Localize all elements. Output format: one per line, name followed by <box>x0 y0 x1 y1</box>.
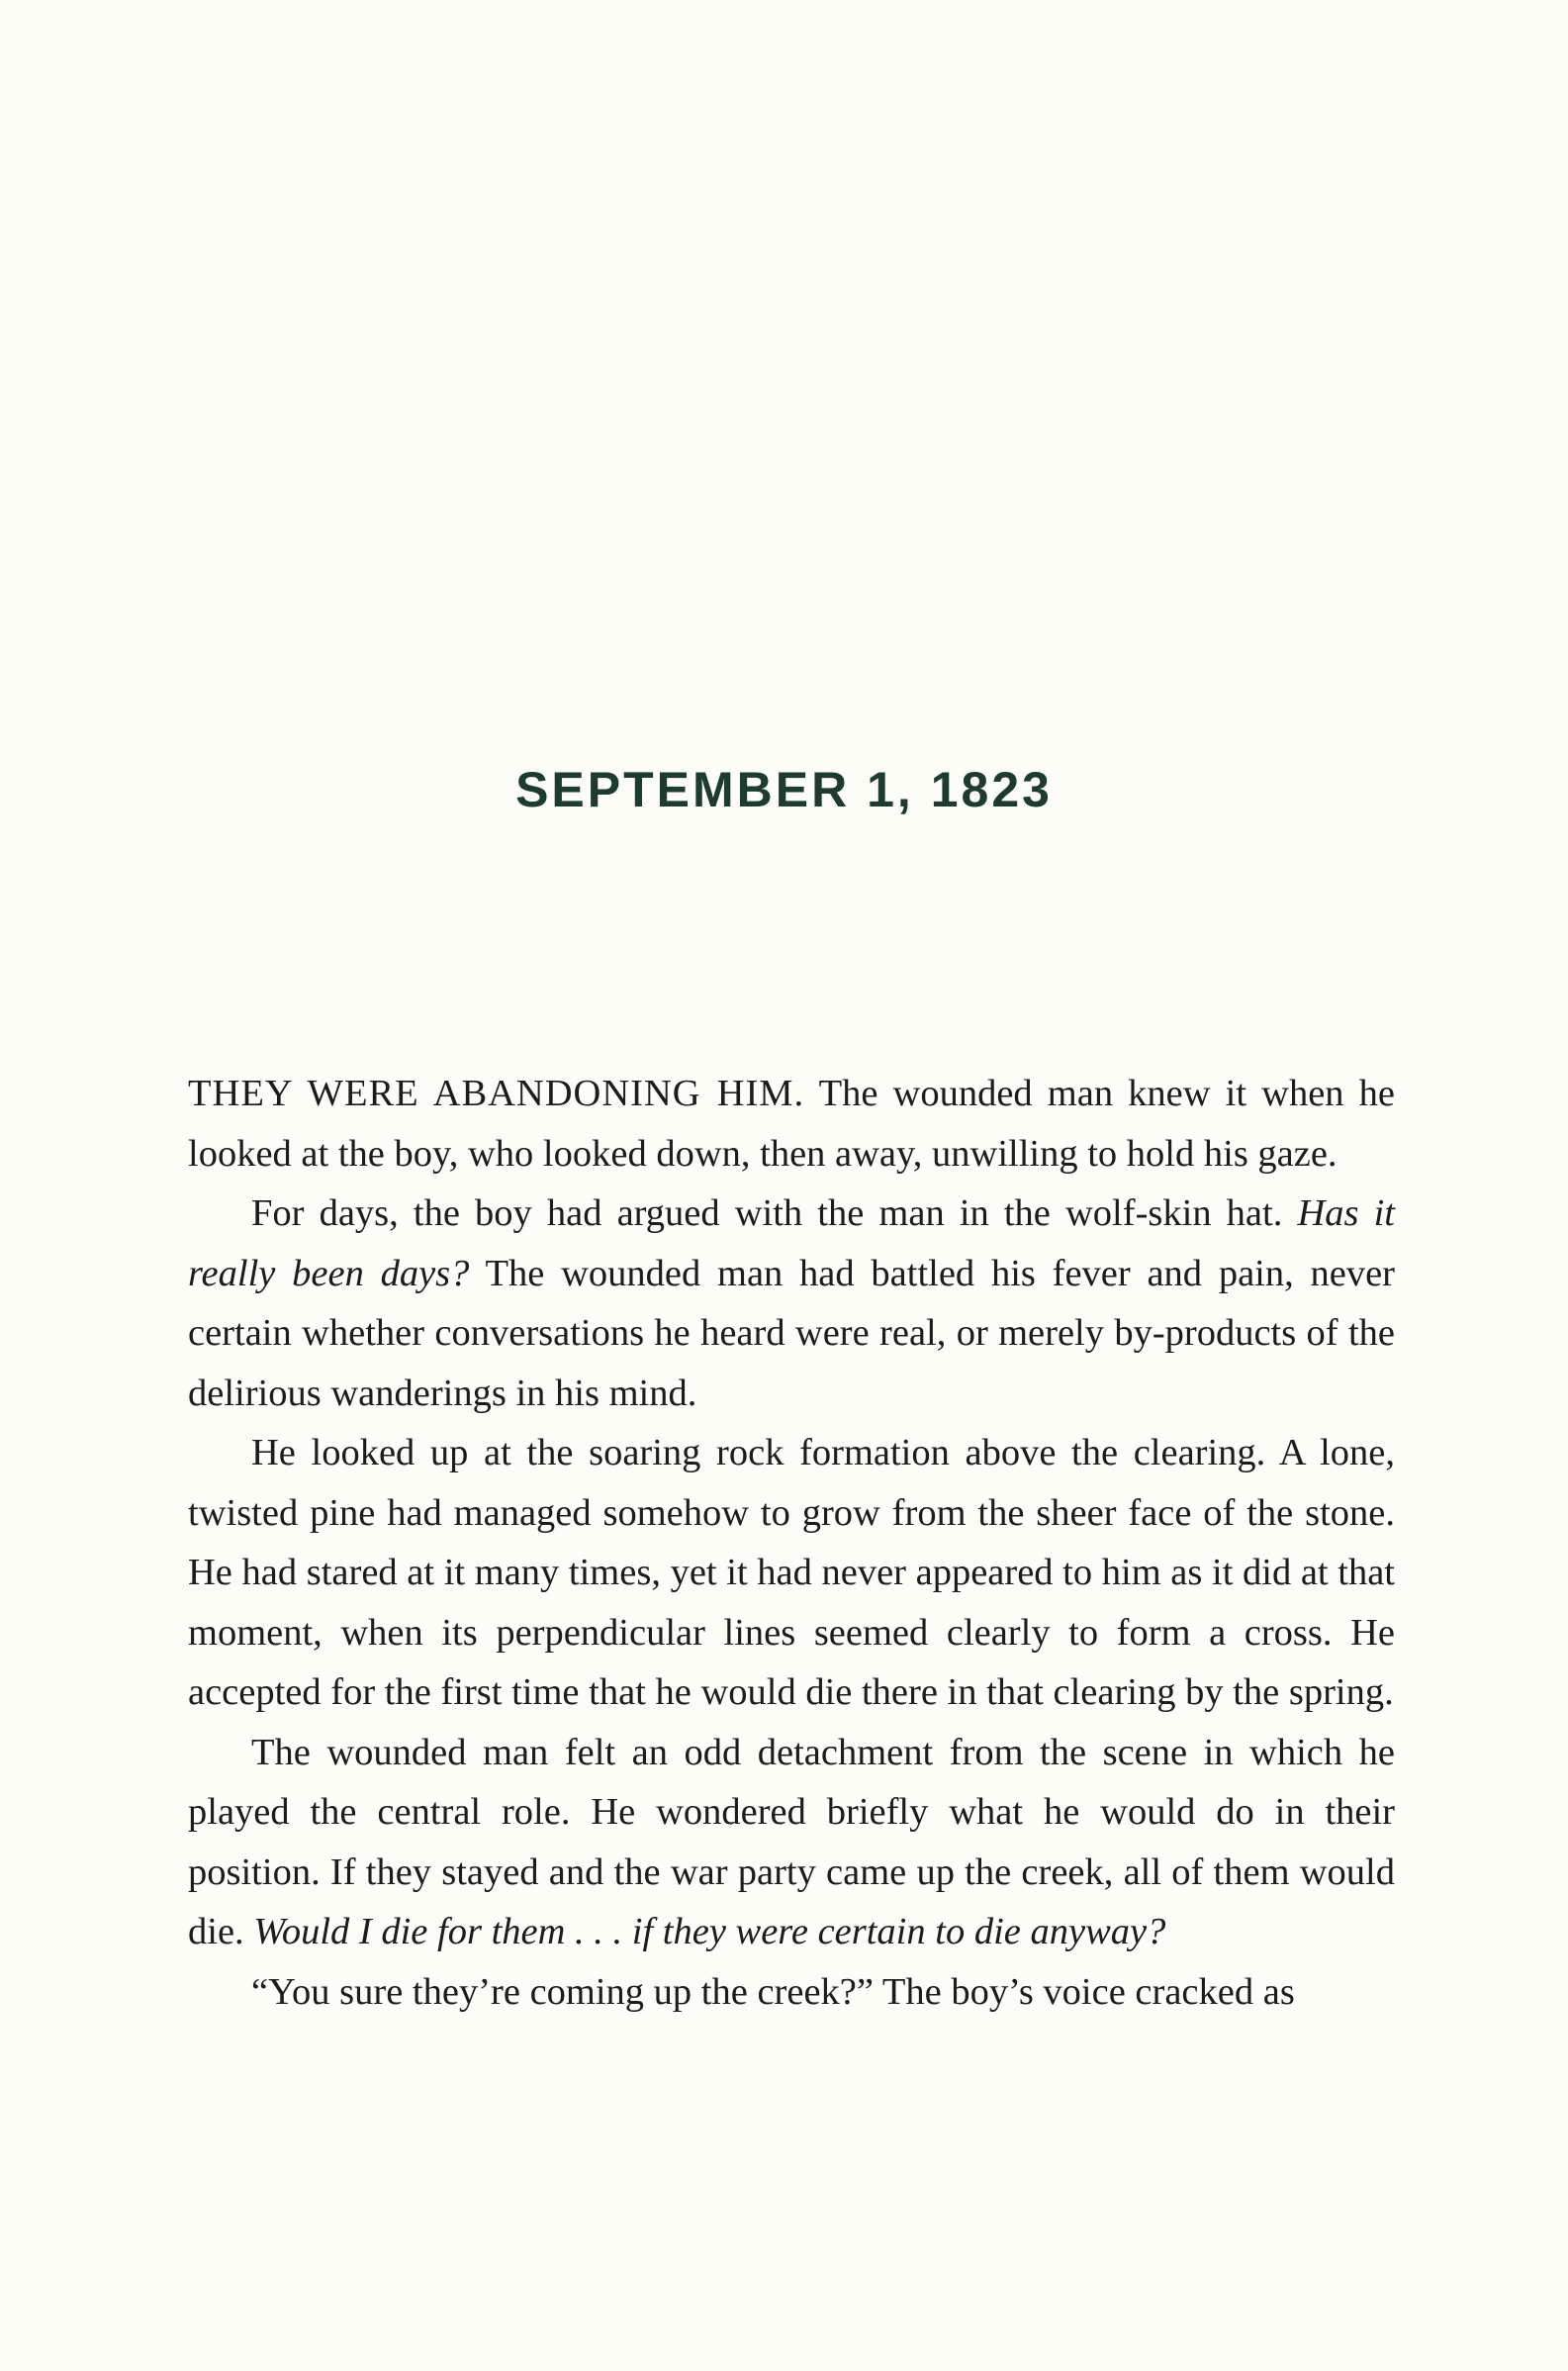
chapter-title: SEPTEMBER 1, 1823 <box>515 762 1053 817</box>
paragraph-5 <box>188 1962 1395 2023</box>
body-text <box>188 1064 1395 2022</box>
paragraph-3-text: He looked up at the soaring rock formation above the clearing. A lone, twisted pine had managed somehow to grow from the sheer face of the stone. He had stared at it many times, yet it had never appeared to him as it did at that moment, when its perpendicular lines seemed clearly to form a cross. He accepted for the first time that he would die there in that clearing by the spring. <box>188 1432 1395 1713</box>
paragraph-1 <box>188 1064 1395 1184</box>
paragraph-2-text-a: For days, the boy had argued with the man in the wolf-skin hat. <box>251 1192 1298 1234</box>
paragraph-3 <box>188 1423 1395 1723</box>
paragraph-4 <box>188 1723 1395 1962</box>
paragraph-1-text: The wounded man knew it when he looked at the boy, who looked down, then away, unwilling to hold his gaze. <box>188 1073 1395 1175</box>
lead-in-caps: THEY WERE ABANDONING HIM. <box>188 1073 805 1114</box>
paragraph-2-text-b: The wounded man had battled his fever and pain, never certain whether conversations he heard were real, or merely by-products of the delirious wanderings in his mind. <box>188 1252 1395 1414</box>
paragraph-2-italic: Has it really been days? <box>188 1192 1395 1294</box>
paragraph-4-text: The wounded man felt an odd detachment from the scene in which he played the central role. He wondered briefly what he would do in their position. If they stayed and the war party came up the creek, all of them would die. <box>188 1731 1395 1952</box>
paragraph-5-text: “You sure they’re coming up the creek?” The boy’s voice cracked as <box>251 1970 1295 2013</box>
paragraph-2 <box>188 1184 1395 1423</box>
paragraph-4-italic: Would I die for them . . . if they were certain to die anyway? <box>253 1911 1166 1952</box>
